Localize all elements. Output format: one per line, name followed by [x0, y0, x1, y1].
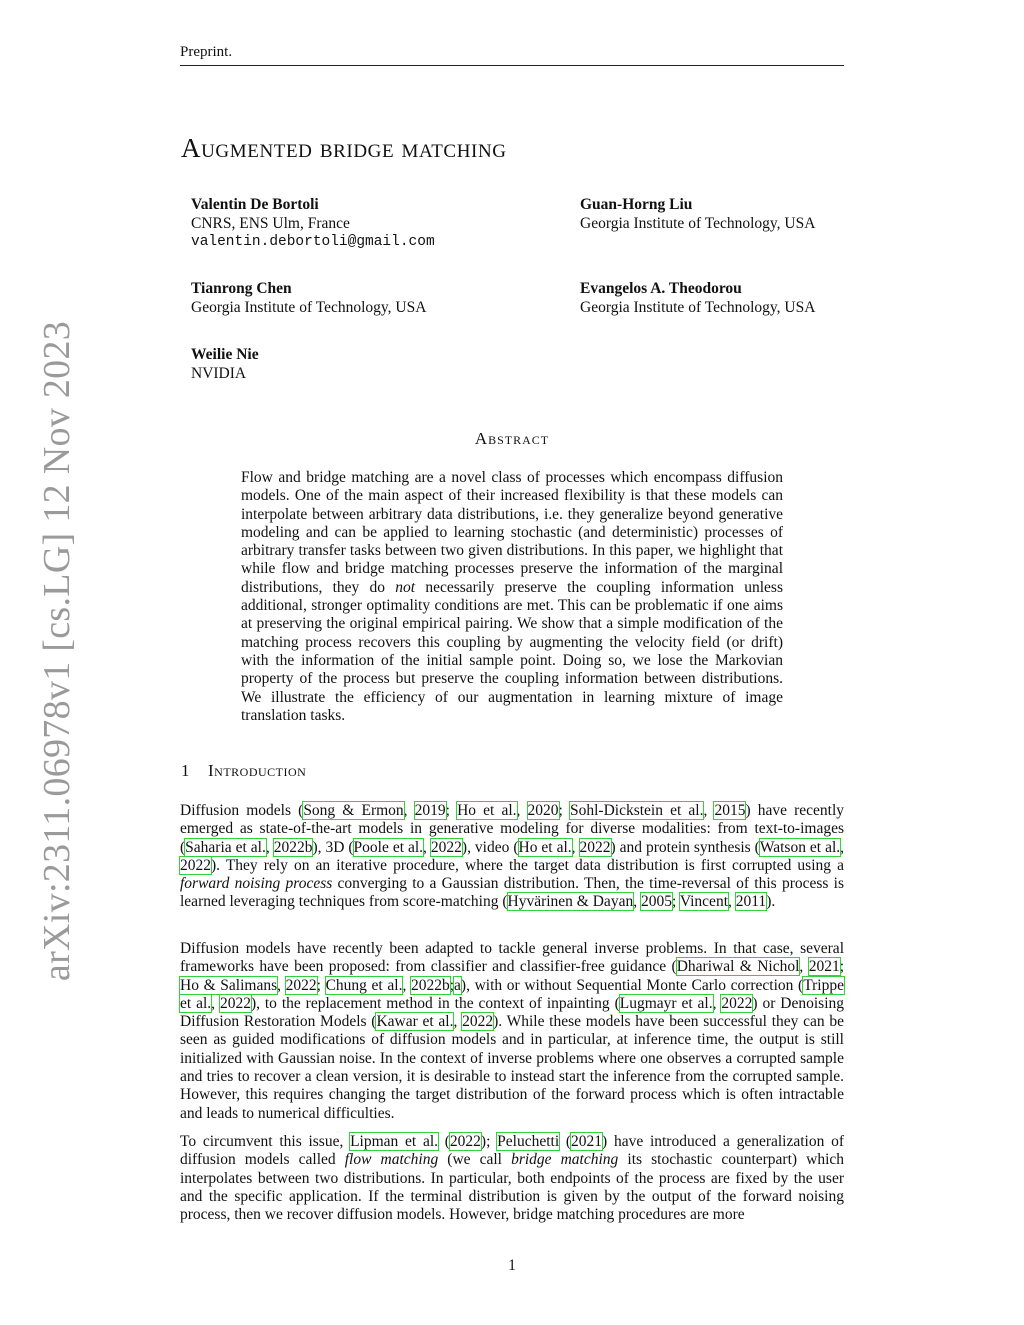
citation-link[interactable]: 2015 — [714, 802, 746, 819]
author-affiliation: CNRS, ENS Ulm, France — [191, 215, 350, 232]
author-block — [191, 195, 435, 252]
citation-link[interactable]: 2022 — [449, 1133, 481, 1150]
author-affiliation: NVIDIA — [191, 365, 247, 382]
citation-link[interactable]: Ho et al. — [518, 838, 572, 856]
section-title: Introduction — [208, 761, 307, 780]
page-number: 1 — [508, 1257, 516, 1274]
author-affiliation: Georgia Institute of Technology, USA — [191, 299, 427, 316]
author-name: Weilie Nie — [191, 346, 259, 363]
abstract-text: Flow and bridge matching are a novel class of processes which encompass diffusion models. One of the main aspect of their increased flexibility is that these models can interpolate between arbitrary data distributions, i.e. they generalize beyond generative modeling and can be applied to learning stochastic (and deterministic) processes of arbitrary transfer tasks between two given distributions. In this paper, we highlight that while flow and bridge matching processes preserve the information of the marginal distributions, they do not necessarily preserve the coupling information unless additional, stronger optimality conditions are met. This can be problematic if one aims at preserving the original empirical pairing. We show that a simple modification of the matching process recovers this coupling by augmenting the velocity field (or drift) with the information of the initial sample point. Doing so, we lose the Markovian property of the process but preserve the coupling information between distributions. We illustrate the efficiency of our augmentation in learning mixture of image translation tasks. — [241, 469, 783, 724]
citation-link[interactable]: a — [454, 976, 461, 994]
paper-title: Augmented bridge matching — [181, 133, 507, 163]
citation-link[interactable]: 2022 — [579, 838, 611, 856]
author-email[interactable]: valentin.debortoli@gmail.com — [191, 234, 435, 250]
citation-link[interactable]: Trippe et al. — [180, 976, 844, 1012]
citation-link[interactable]: Ho et al. — [457, 802, 517, 819]
citation-link[interactable]: Poole et al. — [353, 838, 424, 856]
citation-link[interactable]: 2020 — [527, 802, 559, 819]
citation-link[interactable]: Song & Ermon — [303, 802, 404, 819]
citation-link[interactable]: 2021 — [808, 958, 840, 976]
author-affiliation: Georgia Institute of Technology, USA — [580, 215, 816, 232]
author-name: Guan-Horng Liu — [580, 196, 693, 213]
citation-link[interactable]: Watson et al. — [759, 838, 841, 856]
author-name: Evangelos A. Theodorou — [580, 280, 742, 297]
citation-link[interactable]: 2022 — [430, 838, 462, 856]
citation-link[interactable]: Lipman et al. — [350, 1133, 439, 1150]
abstract-heading: Abstract — [474, 429, 550, 448]
author-block — [580, 279, 815, 317]
citation-link[interactable]: 2022 — [180, 856, 211, 874]
header-rule — [180, 65, 844, 66]
citation-link[interactable]: 2005 — [640, 893, 672, 911]
author-name: Tianrong Chen — [191, 280, 292, 297]
citation-link[interactable]: Vincent — [679, 893, 728, 911]
intro-paragraph-1: Diffusion models (Song & Ermon, 2019; Ho et al., 2020; Sohl-Dickstein et al., 2015) have recently emerged as state-of-the-art models in generative modeling for diverse modalities: from text-to-images (Saharia et al., 2022b), 3D (Poole et al., 2022), video (Ho et al., 2022) and protein synthesis (Watson et al., 2022). They rely on an iterative procedure, where the target data distribution is first corrupted using a forward noising process converging to a Gaussian distribution. Then, the time-reversal of this process is learned leveraging techniques from score-matching (Hyvärinen & Dayan, 2005; Vincent, 2011). — [180, 802, 845, 911]
citation-link[interactable]: Chung et al. — [325, 976, 403, 994]
running-header: Preprint. — [180, 44, 233, 60]
citation-link[interactable]: Kawar et al. — [376, 1013, 454, 1031]
arxiv-identifier: arXiv:2311.06978v1 [cs.LG] 12 Nov 2023 — [36, 320, 78, 982]
author-name: Valentin De Bortoli — [191, 196, 319, 213]
citation-link[interactable]: Hyvärinen & Dayan — [507, 893, 634, 911]
citation-link[interactable]: 2022 — [721, 994, 753, 1012]
section-heading — [181, 761, 306, 781]
citation-link[interactable]: Saharia et al. — [185, 838, 266, 856]
citation-link[interactable]: 2022b — [410, 976, 450, 994]
author-block — [191, 279, 426, 317]
intro-paragraph-2: Diffusion models have recently been adapted to tackle general inverse problems. In that case, several frameworks have been proposed: from classifier and classifier-free guidance (Dhariwal & Nichol, 2021; Ho & Salimans, 2022; Chung et al., 2022b;a), with or without Sequential Monte Carlo correction (Trippe et al., 2022), to the replacement method in the context of inpainting (Lugmayr et al., 2022) or Denoising Diffusion Restoration Models (Kawar et al., 2022). While these models have been successful they can be seen as guided modifications of diffusion models and in particular, at inference time, the output is still initialized with Gaussian noise. In the context of inverse problems where one observes a corrupted sample and tries to recover a clean version, it is desirable to instead start the inference from the corrupted sample. However, this requires changing the target distribution of the forward process which is often intractable and leads to numerical difficulties. — [180, 940, 845, 1122]
citation-link[interactable]: 2011 — [735, 893, 767, 911]
section-number: 1 — [181, 761, 190, 780]
citation-link[interactable]: Lugmayr et al. — [619, 994, 713, 1012]
citation-link[interactable]: Peluchetti — [497, 1133, 560, 1150]
intro-paragraph-3: To circumvent this issue, Lipman et al. (2022); Peluchetti (2021) have introduced a generalization of diffusion models called flow matching (we call bridge matching its stochastic counterpart) which interpolates between two distributions. In particular, both endpoints of the process are fixed by the user and the specific application. If the terminal distribution is given by the output of the forward noising process, then we recover diffusion models. However, bridge matching procedures are more — [180, 1133, 845, 1224]
citation-link[interactable]: Sohl-Dickstein et al. — [569, 802, 704, 819]
author-block — [580, 195, 815, 233]
citation-link[interactable]: 2022 — [219, 994, 251, 1012]
author-block — [191, 345, 259, 383]
author-affiliation: Georgia Institute of Technology, USA — [580, 299, 816, 316]
citation-link[interactable]: 2022b — [273, 838, 313, 856]
citation-link[interactable]: 2021 — [571, 1133, 603, 1150]
citation-link[interactable]: Ho & Salimans — [180, 976, 278, 994]
citation-link[interactable]: 2022 — [462, 1013, 494, 1031]
citation-link[interactable]: 2022 — [285, 976, 317, 994]
citation-link[interactable]: Dhariwal & Nichol — [676, 958, 800, 976]
citation-link[interactable]: 2019 — [414, 802, 446, 819]
